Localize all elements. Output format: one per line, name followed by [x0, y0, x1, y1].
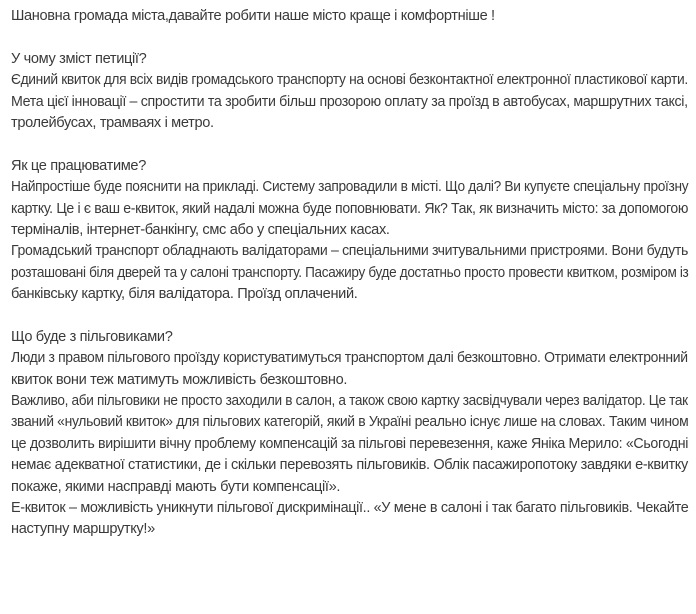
- content-line: покаже, якими насправді мають бути компенсації».: [11, 478, 341, 495]
- greeting-line: Шановна громада міста,давайте робити наше місто краще і комфортніше !: [11, 8, 495, 24]
- section-heading-content: У чому зміст петиції?: [11, 50, 147, 67]
- content-line: Мета цієї інновації – спростити та зробити більш прозорою оплату за проїзд в автобусах, маршрутних таксі,: [11, 93, 688, 110]
- paragraph-gap: [11, 134, 688, 155]
- content-line: тролейбусах, трамваях і метро.: [11, 114, 214, 131]
- content-line: Люди з правом пільгового проїзду користуватимуться транспортом далі безкоштовно. Отримати електронний: [11, 350, 688, 367]
- content-line: Громадський транспорт обладнають валідаторами – спеціальними зчитувальними пристроями. Вони будуть: [11, 243, 688, 260]
- content-line: картку. Це і є ваш е-квиток, який надалі можна буде поповнювати. Як? Так, як визначить місто: за допомогою: [11, 200, 689, 217]
- section-heading-how-it-works: Як це працюватиме?: [11, 157, 146, 174]
- content-line: немає адекватної статистики, де і скільки перевозять пільговиків. Облік пасажиропотоку завдяки е-квитку: [11, 457, 688, 474]
- content-line: Важливо, аби пільговики не просто заходили в салон, а також свою картку засвідчували через валідатор. Це так: [11, 393, 688, 410]
- content-line: квиток вони теж матимуть можливість безкоштовно.: [11, 371, 348, 388]
- content-line: званий «нульовий квиток» для пільгових категорій, який в Україні реально існує лише на словах. Таким чином: [11, 414, 689, 431]
- content-line: Е-квиток – можливість уникнути пільгової дискримінації.. «У мене в салоні і так багато пільговиків. Чекайте: [11, 499, 689, 516]
- content-line: це дозволить вирішити вічну проблему компенсацій за пільгові перевезення, каже Яніка Мерило: «Сьогодні: [11, 435, 689, 452]
- paragraph-gap: [11, 305, 688, 326]
- content-line: наступну маршрутку!»: [11, 521, 155, 538]
- content-line: терміналів, інтернет-банкінгу, смс або у спеціальних касах.: [11, 221, 390, 238]
- content-line: банківську картку, біля валідатора. Проїзд оплачений.: [11, 286, 358, 303]
- content-line: Найпростіше буде пояснити на прикладі. Систему запровадили в місті. Що далі? Ви купуєте спеціальну проїзну: [11, 179, 689, 196]
- paragraph-gap: [11, 27, 688, 48]
- content-line: Єдиний квиток для всіх видів громадського транспорту на основі безконтактної електронної пластикової карти.: [11, 72, 688, 89]
- section-heading-beneficiaries: Що буде з пільговиками?: [11, 328, 173, 345]
- content-line: розташовані біля дверей та у салоні транспорту. Пасажиру буде достатньо просто провести квитком, розміром із: [11, 264, 689, 281]
